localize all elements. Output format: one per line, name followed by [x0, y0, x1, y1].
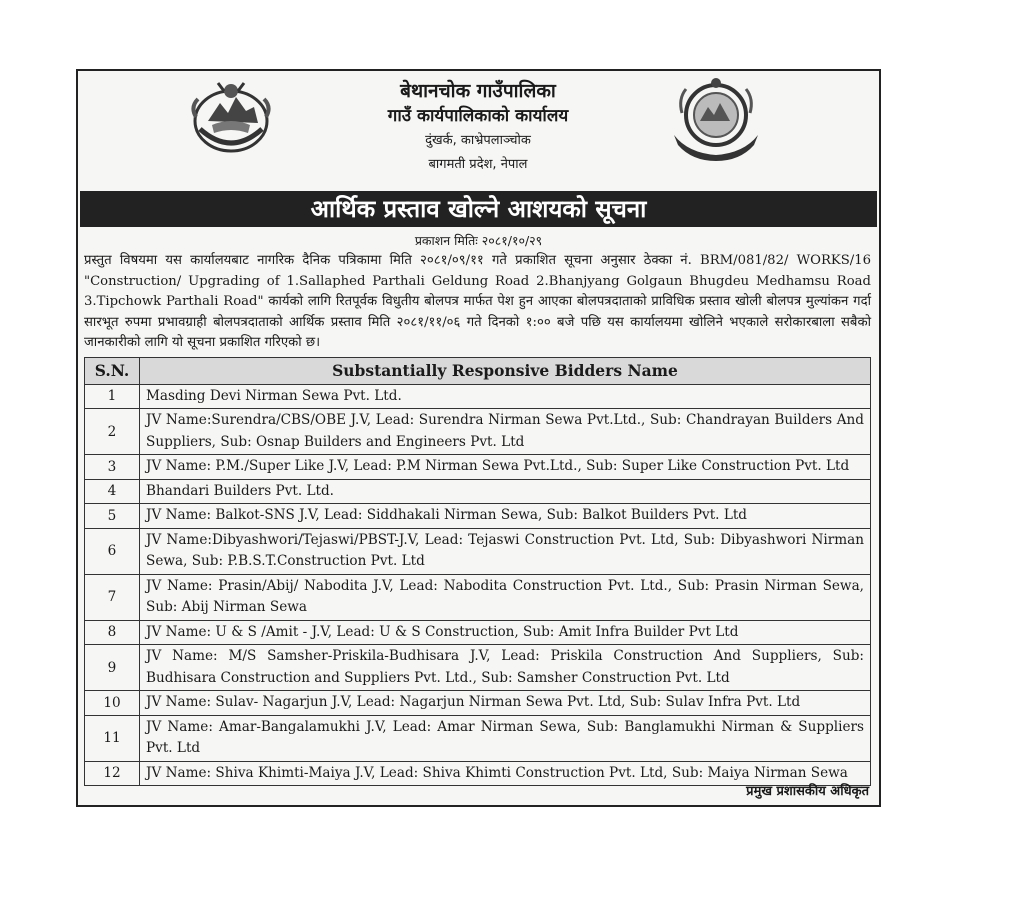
- table-row: [85, 384, 871, 409]
- table-row: [85, 691, 871, 716]
- bidder-name: JV Name:Surendra/CBS/OBE J.V, Lead: Surendra Nirman Sewa Pvt.Ltd., Sub: Chandrayan Builders And Suppliers, Sub: Osnap Builders and Engineers Pvt. Ltd: [140, 409, 871, 455]
- municipality-logo-icon: [668, 77, 764, 163]
- table-header-row: [85, 357, 871, 384]
- serial-number: 2: [85, 409, 140, 455]
- bidder-name: JV Name: Amar-Bangalamukhi J.V, Lead: Amar Nirman Sewa, Sub: Banglamukhi Nirman & Suppliers Pvt. Ltd: [140, 715, 871, 761]
- bidder-name: JV Name: P.M./Super Like J.V, Lead: P.M Nirman Sewa Pvt.Ltd., Sub: Super Like Construction Pvt. Ltd: [140, 455, 871, 480]
- table-row: [85, 574, 871, 620]
- serial-number: 8: [85, 620, 140, 645]
- table-row: [85, 479, 871, 504]
- serial-number: 6: [85, 528, 140, 574]
- province-line: बागमती प्रदेश, नेपाल: [428, 157, 528, 172]
- organization-block: [278, 79, 678, 177]
- serial-number: 7: [85, 574, 140, 620]
- bidders-table: [84, 357, 871, 787]
- nepal-government-emblem-icon: [188, 77, 274, 157]
- table-row: [85, 504, 871, 529]
- bidder-name: Masding Devi Nirman Sewa Pvt. Ltd.: [140, 384, 871, 409]
- bidder-name: JV Name: Prasin/Abij/ Nabodita J.V, Lead: Nabodita Construction Pvt. Ltd., Sub: Prasin Nirman Sewa, Sub: Abij Nirman Sewa: [140, 574, 871, 620]
- bidder-name: JV Name: M/S Samsher-Priskila-Budhisara J.V, Lead: Priskila Construction And Suppliers, Sub: Budhisara Construction and Suppliers Pvt. Ltd., Sub: Samsher Construction Pvt. Ltd: [140, 645, 871, 691]
- notice-title: आर्थिक प्रस्ताव खोल्ने आशयको सूचना: [80, 191, 877, 227]
- serial-number: 11: [85, 715, 140, 761]
- serial-number: 9: [85, 645, 140, 691]
- sn-column-header: S.N.: [85, 357, 140, 384]
- bidder-name: JV Name: Balkot-SNS J.V, Lead: Siddhakali Nirman Sewa, Sub: Balkot Builders Pvt. Ltd: [140, 504, 871, 529]
- bidder-name: JV Name: Shiva Khimti-Maiya J.V, Lead: Shiva Khimti Construction Pvt. Ltd, Sub: Maiya Nirman Sewa: [140, 761, 871, 786]
- bidder-name: JV Name: U & S /Amit - J.V, Lead: U & S Construction, Sub: Amit Infra Builder Pvt Ltd: [140, 620, 871, 645]
- table-row: [85, 645, 871, 691]
- address-line: दुंखर्क, काभ्रेपलाञ्चोक: [425, 133, 531, 148]
- table-row: [85, 528, 871, 574]
- municipality-name: बेथानचोक गाउँपालिका: [400, 80, 556, 102]
- serial-number: 1: [85, 384, 140, 409]
- public-notice: [76, 69, 881, 807]
- serial-number: 10: [85, 691, 140, 716]
- table-row: [85, 715, 871, 761]
- publication-date: प्रकाशन मितिः २०८१/१०/२९: [414, 233, 543, 248]
- bidder-name: Bhandari Builders Pvt. Ltd.: [140, 479, 871, 504]
- bidder-name: JV Name: Sulav- Nagarjun J.V, Lead: Nagarjun Nirman Sewa Pvt. Ltd, Sub: Sulav Infra Pvt. Ltd: [140, 691, 871, 716]
- table-row: [85, 409, 871, 455]
- bidder-name-column-header: Substantially Responsive Bidders Name: [140, 357, 871, 384]
- serial-number: 3: [85, 455, 140, 480]
- office-name: गाउँ कार्यपालिकाको कार्यालय: [387, 106, 569, 126]
- serial-number: 4: [85, 479, 140, 504]
- bidder-name: JV Name:Dibyashwori/Tejaswi/PBST-J.V, Lead: Tejaswi Construction Pvt. Ltd, Sub: Dibyashwori Nirman Sewa, Sub: P.B.S.T.Construction Pvt. Ltd: [140, 528, 871, 574]
- serial-number: 5: [85, 504, 140, 529]
- notice-header: [78, 71, 879, 191]
- serial-number: 12: [85, 761, 140, 786]
- table-row: [85, 620, 871, 645]
- signatory-title: प्रमुख प्रशासकीय अधिकृत: [746, 784, 869, 799]
- notice-body: प्रस्तुत विषयमा यस कार्यालयबाट नागरिक दैनिक पत्रिकामा मिति २०८१/०९/११ गते प्रकाशित सूचना अनुसार ठेक्का नं. BRM/081/82/ WORKS/16 "Construction/ Upgrading of 1.Sallaphed Parthali Geldung Road 2.Bhanjyang Golgaun Bhugdeu Medhamsu Road 3.Tipchowk Parthali Road" कार्यको लागि रितपूर्वक विधुतीय बोलपत्र मार्फत पेश हुन आएका बोलपत्रदाताको प्राविधिक प्रस्ताव खोली बोलपत्र मुल्यांकन गर्दा सारभूत रुपमा प्रभावग्राही बोलपत्रदाताको आर्थिक प्रस्ताव मिति २०८१/११/०६ गते दिनको १:०० बजे पछि यस कार्यालयमा खोलिने भएकाले सरोकारबाला सबैको जानकारीको लागि यो सूचना प्रकाशित गरिएको छ।: [84, 253, 872, 350]
- table-row: [85, 455, 871, 480]
